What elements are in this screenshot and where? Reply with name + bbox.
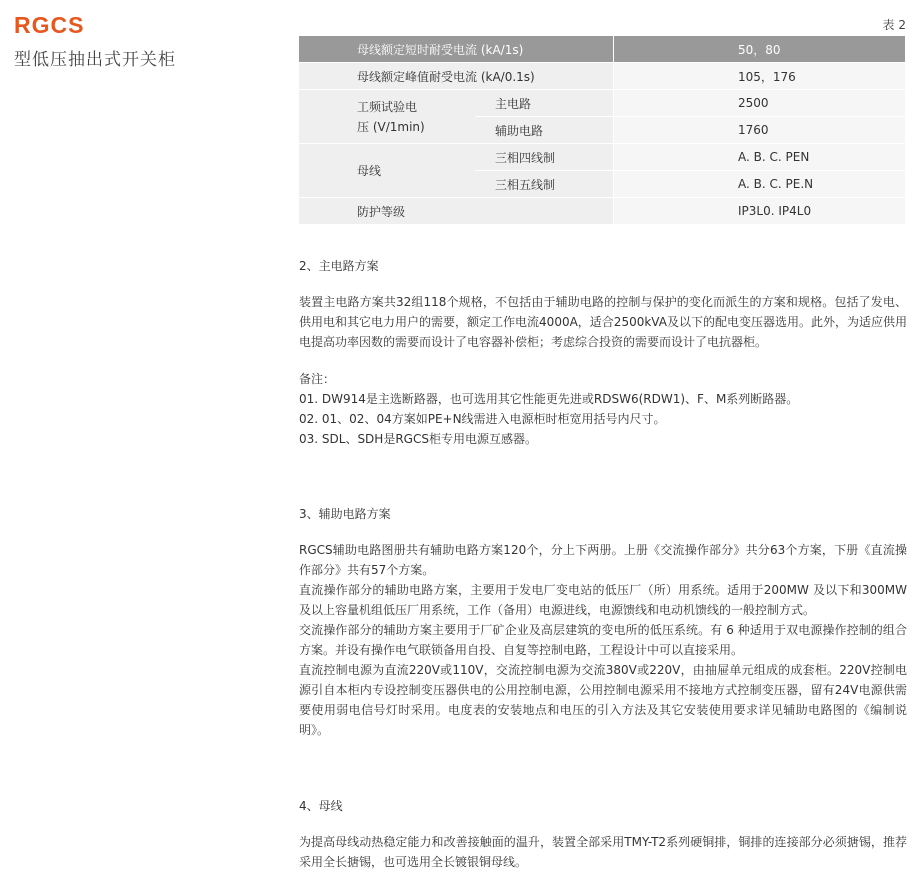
section-paragraph: 直流控制电源为直流220V或110V，交流控制电源为交流380V或220V，由抽屉单元组成的成套柜。220V控制电源引自本柜内专设控制变压器供电的公用控制电源，公用控制电源采用不接地方式控制变压器，留有24V电源供需要使用弱电信号灯时采用。电度表的安装地点和电压的引入方法及其它安装使用要求详见辅助电路图的《编制说明》。: [299, 663, 907, 737]
section-paragraph: 为提高母线动热稳定能力和改善接触面的温升，装置全部采用TMY-T2系列硬铜排，铜排的连接部分必须搪锡，推荐采用全长搪锡，也可选用全长镀银铜母线。: [299, 835, 907, 869]
section-paragraph: 交流操作部分的辅助方案主要用于厂矿企业及高层建筑的变电所的低压系统。有 6 种适用于双电源操作控制的组合方案。并设有操作电气联锁备用自投、自复等控制电路，工程设计中可以直接采用。: [299, 623, 907, 657]
section-main-circuit: [299, 256, 907, 449]
section-aux-circuit: [299, 504, 907, 740]
label-line-2: 压 (V/1min): [357, 119, 425, 134]
spec-table: [299, 36, 905, 225]
section-heading: 3、辅助电路方案: [299, 507, 391, 521]
table-cell-value: A. B. C. PE.N: [614, 171, 906, 198]
table-cell-sublabel: 主电路: [475, 90, 614, 117]
section-paragraph: 装置主电路方案共32组118个规格，不包括由于辅助电路的控制与保护的变化而派生的方案和规格。包括了发电、供用电和其它电力用户的需要，额定工作电流4000A，适合2500kVA及以下的配电变压器选用。此外，为适应供用电提高功率因数的需要而设计了电容器补偿柜；考虑综合投资的需要而设计了电抗器柜。: [299, 295, 907, 349]
table-row: [299, 63, 905, 90]
table-row: [299, 90, 905, 117]
brand-title: RGCS: [14, 12, 85, 38]
table-cell-label: 母线: [299, 144, 475, 198]
section-paragraph: 直流操作部分的辅助电路方案，主要用于发电厂变电站的低压厂（所）用系统。适用于200MW 及以下和300MW及以上容量机组低压厂用系统，工作（备用）电源进线，电源馈线和电动机馈线的一般控制方式。: [299, 583, 907, 617]
table-cell-label: 母线额定短时耐受电流 (kA/1s): [299, 36, 614, 63]
table-row: [299, 36, 905, 63]
table-cell-value: 105，176: [614, 63, 906, 90]
page-subtitle: 型低压抽出式开关柜: [14, 50, 176, 70]
table-cell-label: 防护等级: [299, 198, 614, 225]
note-item: 01. DW914是主选断路器，也可选用其它性能更先进或RDSW6(RDW1)、F、M系列断路器。: [299, 392, 799, 406]
table-cell-sublabel: 三相四线制: [475, 144, 614, 171]
section-heading: 2、主电路方案: [299, 259, 379, 273]
table-cell-value: 1760: [614, 117, 906, 144]
table-cell-value: A. B. C. PEN: [614, 144, 906, 171]
table-row: [299, 144, 905, 171]
notes-title: 备注：: [299, 372, 336, 386]
label-line-1: 工频试验电: [357, 99, 418, 114]
table-cell-sublabel: 辅助电路: [475, 117, 614, 144]
table-cell-value: 50，80: [614, 36, 906, 63]
table-cell-value: IP3L0. IP4L0: [614, 198, 906, 225]
table-number: 表 2: [882, 18, 906, 32]
note-item: 02. 01、02、04方案如PE+N线需进入电源柜时柜宽用括号内尺寸。: [299, 412, 666, 426]
section-paragraph: RGCS辅助电路图册共有辅助电路方案120个，分上下两册。上册《交流操作部分》共分63个方案，下册《直流操作部分》共有57个方案。: [299, 543, 907, 577]
section-heading: 4、母线: [299, 799, 343, 813]
table-cell-label: 母线额定峰值耐受电流 (kA/0.1s): [299, 63, 614, 90]
table-cell-value: 2500: [614, 90, 906, 117]
table-row: [299, 198, 905, 225]
table-cell-label: [299, 90, 475, 144]
table-cell-sublabel: 三相五线制: [475, 171, 614, 198]
note-item: 03. SDL、SDH是RGCS柜专用电源互感器。: [299, 432, 537, 446]
section-busbar: [299, 796, 907, 872]
